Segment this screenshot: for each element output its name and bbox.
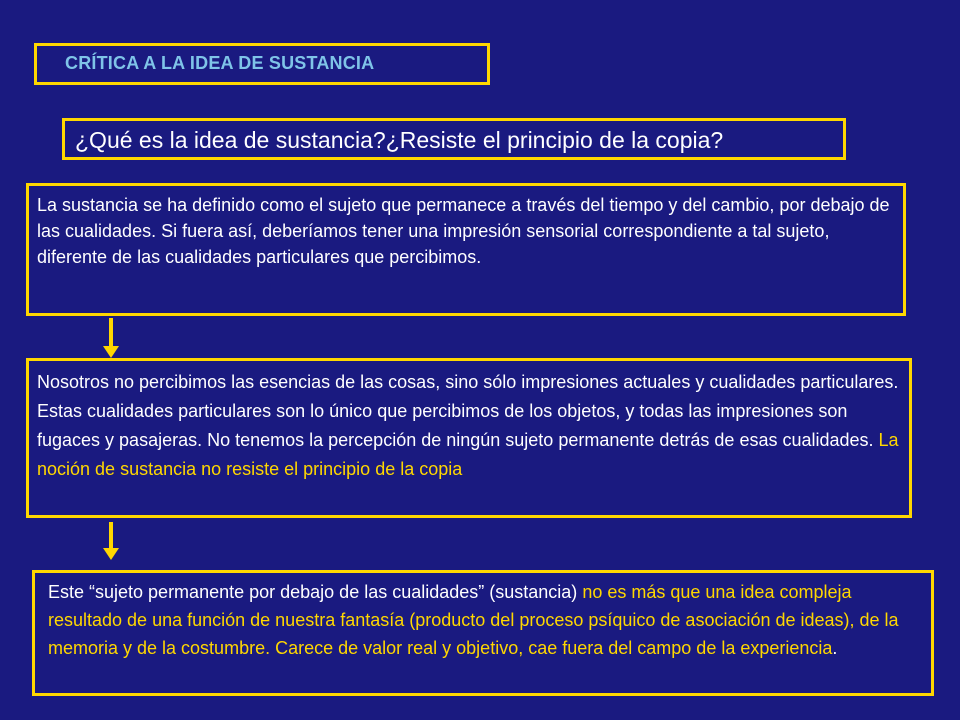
definition-box [26,183,906,316]
conclusion-text: Este “sujeto permanente por debajo de las cualidades” (sustancia) [48,582,583,602]
perception-box [26,358,912,518]
down-arrow-icon [101,522,121,560]
question-box [62,118,846,160]
perception-conclusion: La noción de sustancia no resiste el principio de la copia [37,430,899,479]
down-arrow-icon [101,318,121,358]
slide-title: CRÍTICA A LA IDEA DE SUSTANCIA [65,53,375,73]
perception-text: Nosotros no percibimos las esencias de las cosas, sino sólo impresiones actuales y cualidades particulares. Estas cualidades particulares son lo único que percibimos de los objetos, y todas las impresiones son fugaces y pasajeras. No tenemos la percepción de ningún sujeto permanente detrás de esas cualidades. [37,372,899,450]
definition-text: La sustancia se ha definido como el sujeto que permanece a través del tiempo y del cambio, por debajo de las cualidades. Si fuera así, deberíamos tener una impresión sensorial correspondiente a tal sujeto, diferente de las cualidades particulares que percibimos. [37,195,890,267]
conclusion-box [32,570,934,696]
conclusion-period: . [832,638,838,658]
title-box [34,43,490,85]
question-text: ¿Qué es la idea de sustancia?¿Resiste el principio de la copia? [75,127,724,153]
conclusion-highlight: no es más que una idea compleja resultado de una función de nuestra fantasía (producto del proceso psíquico de asociación de ideas), de la memoria y de la costumbre. Carece de valor real y objetivo, cae fuera del campo de la experiencia [48,582,899,658]
